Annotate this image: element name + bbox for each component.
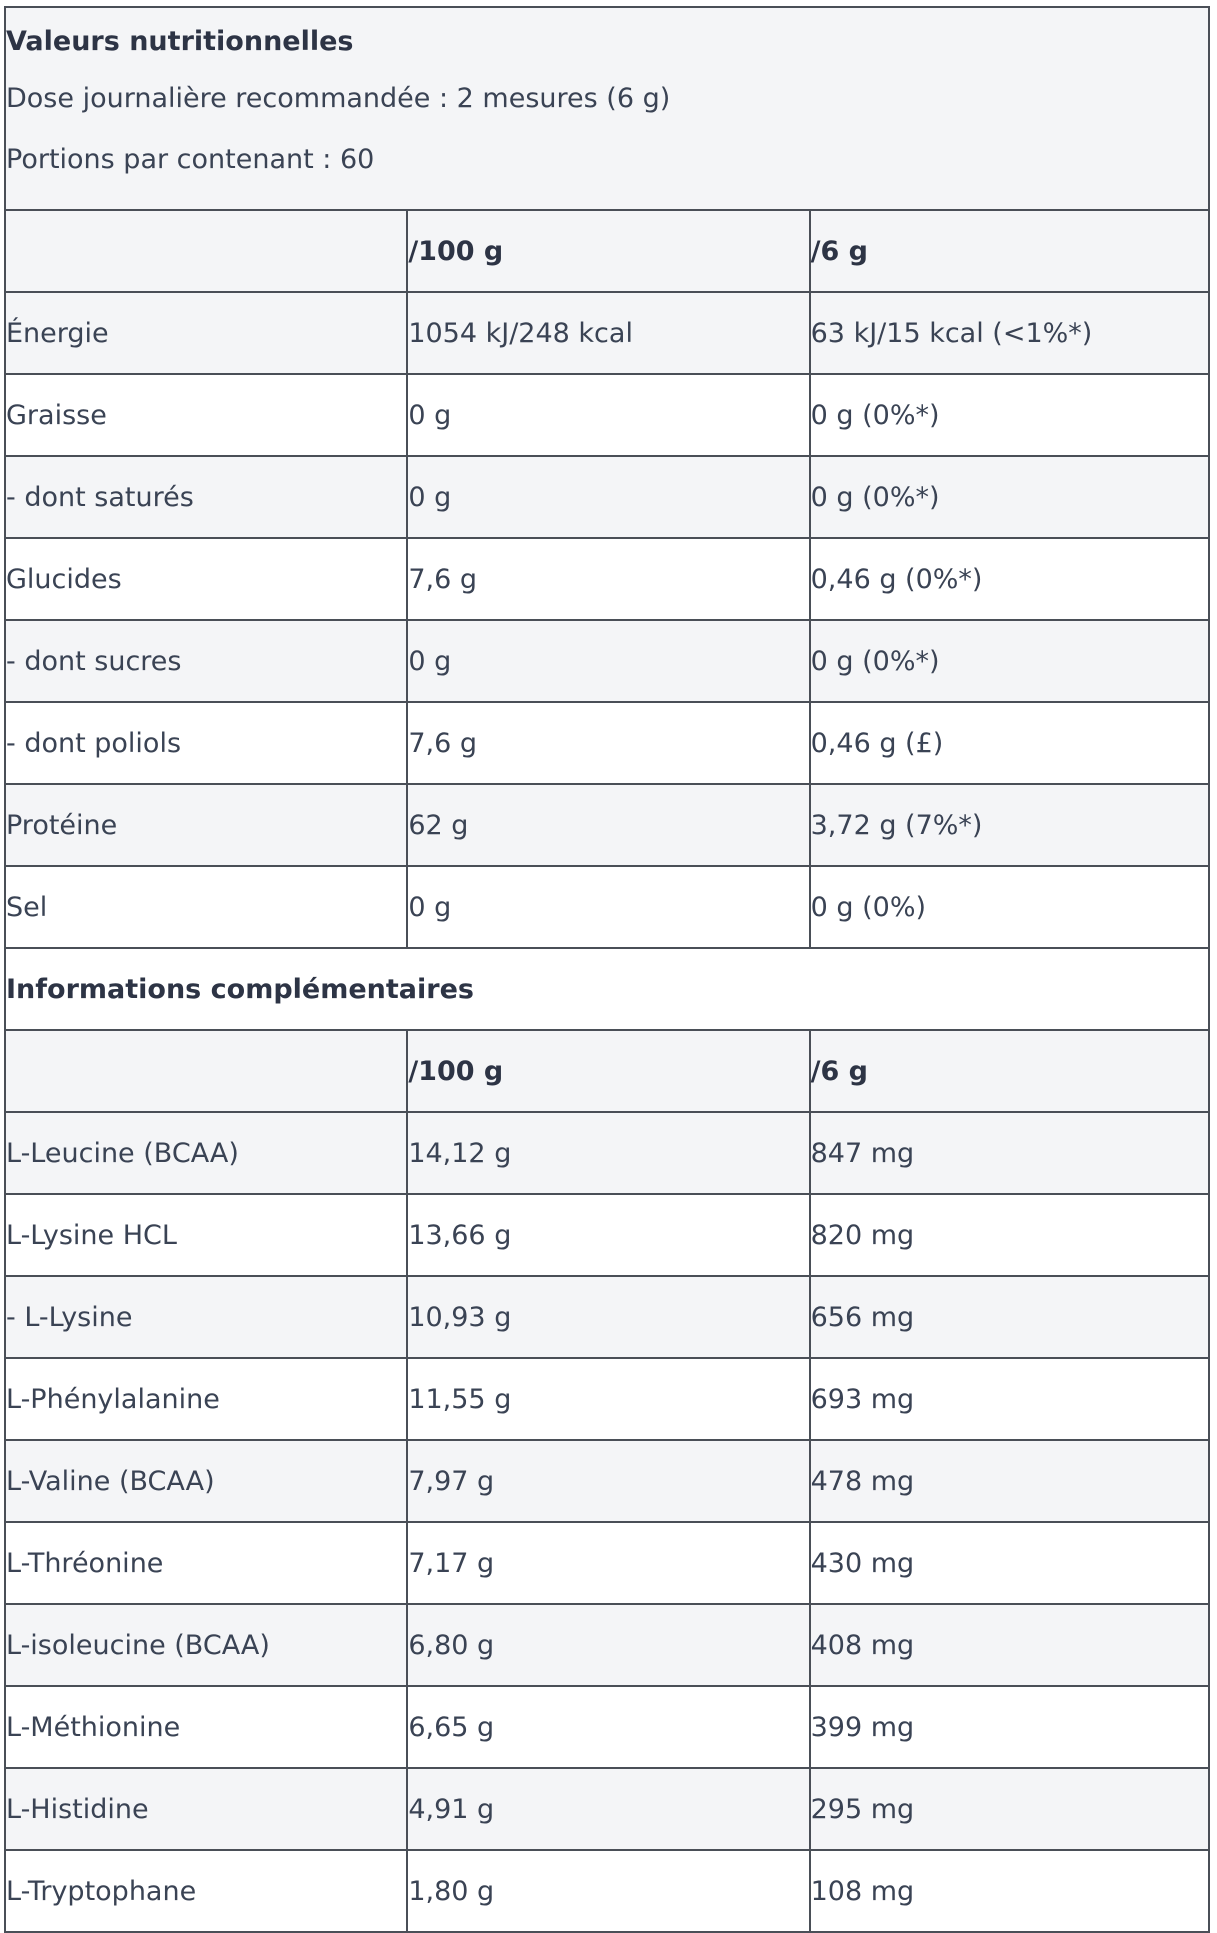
table-row (5, 1194, 1209, 1276)
row-value-per6: 0 g (0%*) (810, 456, 1209, 538)
table-row (5, 1358, 1209, 1440)
row-value-per6: 478 mg (810, 1440, 1209, 1522)
row-value-per6: 108 mg (810, 1850, 1209, 1932)
row-value-per100: 62 g (407, 784, 809, 866)
header-cell (5, 7, 1209, 210)
column-header-per100: /100 g (407, 1030, 809, 1112)
table-row (5, 1768, 1209, 1850)
daily-dose-text: Dose journalière recommandée : 2 mesures (6 g) (6, 83, 671, 114)
row-value-per100: 11,55 g (407, 1358, 809, 1440)
row-value-per6: 847 mg (810, 1112, 1209, 1194)
row-value-per6: 3,72 g (7%*) (810, 784, 1209, 866)
row-value-per6: 693 mg (810, 1358, 1209, 1440)
row-label: Graisse (5, 374, 407, 456)
row-label: - dont poliols (5, 702, 407, 784)
row-value-per100: 10,93 g (407, 1276, 809, 1358)
servings-text: Portions par contenant : 60 (6, 144, 375, 175)
row-label: L-Phénylalanine (5, 1358, 407, 1440)
table-row (5, 1276, 1209, 1358)
row-value-per100: 4,91 g (407, 1768, 809, 1850)
table-row (5, 1522, 1209, 1604)
table-row (5, 538, 1209, 620)
row-label: L-Méthionine (5, 1686, 407, 1768)
row-value-per100: 0 g (407, 620, 809, 702)
row-value-per100: 7,6 g (407, 702, 809, 784)
nutrition-facts-table (4, 6, 1210, 1933)
table-row (5, 866, 1209, 948)
row-label: - dont saturés (5, 456, 407, 538)
row-value-per6: 0 g (0%) (810, 866, 1209, 948)
row-value-per100: 7,97 g (407, 1440, 809, 1522)
table-row (5, 374, 1209, 456)
complementary-column-header-row (5, 1030, 1209, 1112)
table-row (5, 1686, 1209, 1768)
row-label: Glucides (5, 538, 407, 620)
row-label: L-Valine (BCAA) (5, 1440, 407, 1522)
row-value-per100: 1,80 g (407, 1850, 809, 1932)
row-label: - dont sucres (5, 620, 407, 702)
row-value-per100: 13,66 g (407, 1194, 809, 1276)
row-value-per100: 14,12 g (407, 1112, 809, 1194)
row-value-per100: 0 g (407, 374, 809, 456)
row-value-per100: 1054 kJ/248 kcal (407, 292, 809, 374)
complementary-title-row (5, 948, 1209, 1030)
row-value-per6: 0 g (0%*) (810, 374, 1209, 456)
column-header-per6: /6 g (810, 210, 1209, 292)
row-value-per6: 430 mg (810, 1522, 1209, 1604)
row-label: L-isoleucine (BCAA) (5, 1604, 407, 1686)
row-label: L-Tryptophane (5, 1850, 407, 1932)
row-label: Protéine (5, 784, 407, 866)
column-header-per6: /6 g (810, 1030, 1209, 1112)
table-row (5, 620, 1209, 702)
table-row (5, 1112, 1209, 1194)
row-value-per6: 408 mg (810, 1604, 1209, 1686)
row-value-per100: 0 g (407, 456, 809, 538)
row-label: L-Lysine HCL (5, 1194, 407, 1276)
complementary-title: Informations complémentaires (5, 948, 1209, 1030)
table-row (5, 1440, 1209, 1522)
row-value-per6: 820 mg (810, 1194, 1209, 1276)
table-title: Valeurs nutritionnelles (6, 26, 354, 57)
table-row (5, 784, 1209, 866)
row-value-per100: 7,17 g (407, 1522, 809, 1604)
row-label: Énergie (5, 292, 407, 374)
row-value-per100: 6,65 g (407, 1686, 809, 1768)
table-row (5, 702, 1209, 784)
row-value-per6: 0,46 g (0%*) (810, 538, 1209, 620)
table-row (5, 456, 1209, 538)
column-header-empty (5, 1030, 407, 1112)
header-row (5, 7, 1209, 210)
table-row (5, 292, 1209, 374)
row-value-per100: 7,6 g (407, 538, 809, 620)
row-label: Sel (5, 866, 407, 948)
row-value-per6: 295 mg (810, 1768, 1209, 1850)
row-value-per6: 656 mg (810, 1276, 1209, 1358)
row-value-per6: 0,46 g (£) (810, 702, 1209, 784)
column-header-per100: /100 g (407, 210, 809, 292)
row-label: - L-Lysine (5, 1276, 407, 1358)
row-label: L-Thréonine (5, 1522, 407, 1604)
table-row (5, 1604, 1209, 1686)
nutrition-column-header-row (5, 210, 1209, 292)
row-value-per100: 6,80 g (407, 1604, 809, 1686)
row-label: L-Leucine (BCAA) (5, 1112, 407, 1194)
row-value-per6: 63 kJ/15 kcal (<1%*) (810, 292, 1209, 374)
row-label: L-Histidine (5, 1768, 407, 1850)
table-row (5, 1850, 1209, 1932)
row-value-per100: 0 g (407, 866, 809, 948)
row-value-per6: 399 mg (810, 1686, 1209, 1768)
column-header-empty (5, 210, 407, 292)
row-value-per6: 0 g (0%*) (810, 620, 1209, 702)
